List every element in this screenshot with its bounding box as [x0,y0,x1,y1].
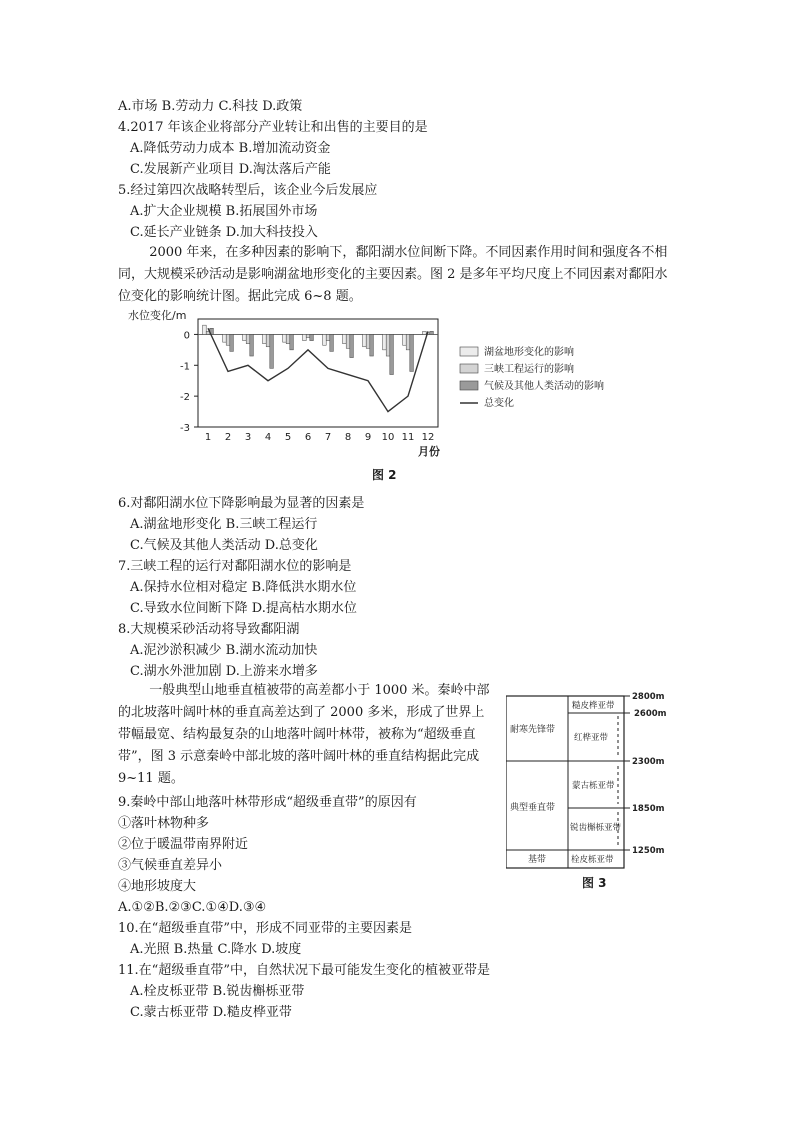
q8-options-ab: A.泥沙淤积减少 B.湖水流动加快 [130,643,318,658]
q10-options: A.光照 B.热量 C.降水 D.坡度 [130,942,302,957]
elev-1850: 1850m [632,804,665,814]
climate-bar [290,334,294,349]
climate-bar [230,334,234,351]
x-tick-label: 3 [244,432,252,443]
passage-poyang: 2000 年来，在多种因素的影响下，鄱阳湖水位间断下降。不同因素作用时间和强度各不相同，大规模采砂活动是影响湖盆地形变化的主要因素。图 2 是多年平均尺度上不同因素对鄱阳水位变化的影响统计图。据此完成 6~8 题。 [118,245,668,304]
x-tick-label: 4 [264,432,272,443]
label-base-zone: 基带 [528,855,547,865]
x-tick-label: 12 [421,432,435,443]
legend-swatch-climate-bar [460,381,478,390]
q8-stem: 8.大规模采砂活动将导致鄱阳湖 [118,622,300,637]
dam-bar [386,334,390,356]
climate-bar [270,334,274,368]
subzone-rough-birch: 糙皮桦亚带 [572,701,615,711]
terrain-bar [263,334,267,343]
figure-2-caption: 图 2 [372,468,397,482]
q11-options-cd: C.蒙古栎亚带 D.糙皮桦亚带 [130,1005,292,1020]
dam-bar [366,334,370,348]
q4-stem: 4.2017 年该企业将部分产业转让和出售的主要目的是 [118,120,428,135]
x-tick-label: 5 [284,432,292,443]
subzone-sawtooth-oak: 锐齿槲栎亚带 [570,823,622,833]
q11-options-ab: A.栓皮栎亚带 B.锐齿槲栎亚带 [130,984,305,999]
climate-bar [350,334,354,357]
legend-label: 气候及其他人类活动的影响 [484,381,604,392]
y-axis-label: 水位变化/m [128,309,187,322]
x-tick-label: 9 [364,432,372,443]
q3-options: A.市场 B.劳动力 C.科技 D.政策 [118,99,303,114]
terrain-bar [403,334,407,345]
q9-options: A.①②B.②③C.①④D.③④ [118,900,267,915]
label-typical-zone: 典型垂直带 [510,803,556,813]
dam-bar [226,334,230,345]
x-tick-label: 11 [401,432,415,443]
q11-stem: 11.在“超级垂直带”中，自然状况下最可能发生变化的植被亚带是 [118,963,490,978]
climate-bar [310,334,314,340]
q6-stem: 6.对鄱阳湖水位下降影响最为显著的因素是 [118,496,365,511]
q9-item-4: ④地形坡度大 [118,879,197,894]
elev-2600: 2600m [634,709,667,719]
y-tick-label: -2 [180,392,190,404]
terrain-bar [423,331,427,334]
dam-bar [346,334,350,348]
legend-label: 总变化 [484,398,514,409]
x-tick-label: 8 [344,432,352,443]
terrain-bar [303,334,307,340]
label-cold-pioneer-zone: 耐寒先锋带 [510,725,556,735]
q7-options-ab: A.保持水位相对稳定 B.降低洪水期水位 [130,580,357,595]
climate-bar [390,334,394,374]
dam-bar [306,334,310,337]
terrain-bar [283,334,287,342]
plot-frame [198,319,438,427]
q5-stem: 5.经过第四次战略转型后，该企业今后发展应 [118,183,378,198]
subzone-cork-oak: 栓皮栎亚带 [571,855,614,865]
elev-2800: 2800m [632,692,665,702]
y-tick-label: 0 [183,330,190,342]
climate-bar [370,334,374,356]
dam-bar [406,334,410,349]
q6-options-ab: A.湖盆地形变化 B.三峡工程运行 [130,517,318,532]
dam-bar [326,334,330,340]
x-tick-label: 2 [224,432,232,443]
legend-swatch-dam-bar [460,364,478,373]
q4-options-ab: A.降低劳动力成本 B.增加流动资金 [130,141,331,156]
terrain-bar [383,334,387,349]
q7-options-cd: C.导致水位间断下降 D.提高枯水期水位 [130,601,357,616]
terrain-bar [323,334,327,345]
terrain-bar [203,325,207,334]
elev-2300: 2300m [632,757,665,767]
figure-3-caption: 图 3 [582,876,607,890]
q5-options-ab: A.扩大企业规模 B.拓展国外市场 [130,204,318,219]
y-tick-label: -3 [180,423,190,434]
dam-bar [286,334,290,343]
q9-item-2: ②位于暖温带南界附近 [118,837,249,852]
q10-stem: 10.在“超级垂直带”中，形成不同亚带的主要因素是 [118,921,412,936]
x-tick-label: 7 [324,432,332,443]
water-level-chart [126,305,646,480]
legend-label: 三峡工程运行的影响 [484,364,574,375]
x-tick-label: 6 [304,432,312,443]
dam-bar [246,334,250,343]
x-tick-label: 10 [381,432,395,443]
legend-label: 湖盆地形变化的影响 [484,347,574,358]
x-tick-label: 1 [204,432,212,443]
terrain-bar [243,334,247,340]
y-tick-label: -1 [180,361,190,373]
q9-item-3: ③气候垂直差异小 [118,858,223,873]
total-change-line [208,328,428,411]
q6-options-cd: C.气候及其他人类活动 D.总变化 [130,538,318,553]
q7-stem: 7.三峡工程的运行对鄱阳湖水位的影响是 [118,559,352,574]
legend-swatch-terrain-bar [460,347,478,356]
q9-item-1: ①落叶林物种多 [118,816,210,831]
passage-qinling: 一般典型山地垂直植被带的高差都小于 1000 米。秦岭中部的北坡落叶阔叶林的垂直高差达到了 2000 多米，形成了世界上带幅最宽、结构最复杂的山地落叶阔叶林带，被称为“超级垂直带”，图 3 示意秦岭中部北坡的落叶阔叶林的垂直结构据此完成 9~11 题。 [118,683,490,786]
dam-bar [266,334,270,346]
terrain-bar [343,334,347,343]
q8-options-cd: C.湖水外泄加剧 D.上游来水增多 [130,664,318,679]
elev-1250: 1250m [632,846,665,856]
x-axis-label: 月份 [418,445,440,458]
climate-bar [410,334,414,371]
climate-bar [430,331,434,334]
subzone-red-birch: 红桦亚带 [574,733,609,743]
vertical-zone-diagram [506,690,696,880]
subzone-mongolian-oak: 蒙古栎亚带 [572,781,615,791]
q4-options-cd: C.发展新产业项目 D.淘汰落后产能 [130,162,331,177]
terrain-bar [223,334,227,342]
terrain-bar [363,334,367,346]
q9-stem: 9.秦岭中部山地落叶林带形成“超级垂直带”的原因有 [118,795,417,810]
climate-bar [250,334,254,356]
q5-options-cd: C.延长产业链条 D.加大科技投入 [130,225,318,240]
climate-bar [330,334,334,351]
